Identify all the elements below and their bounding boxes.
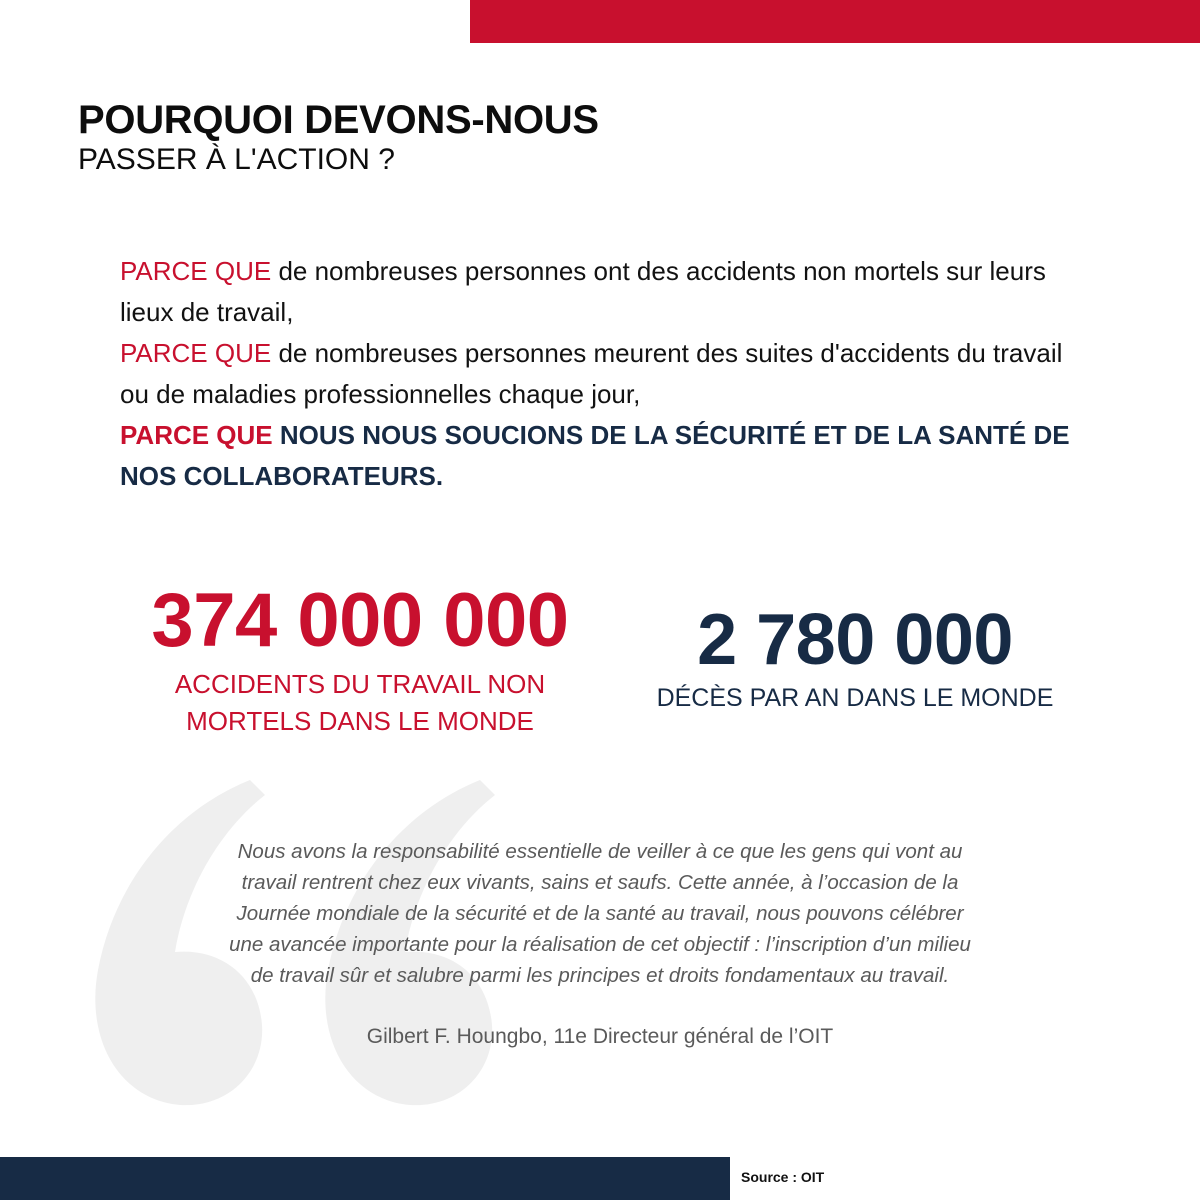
reason-item	[120, 333, 1080, 415]
stat-accidents-label-line1: ACCIDENTS DU TRAVAIL NON	[174, 669, 546, 699]
reason-prefix: PARCE QUE	[120, 256, 272, 286]
quote-line: une avancée importante pour la réalisation de cet objectif : l’inscription d’un milieu	[229, 933, 971, 956]
bottom-accent-bar	[0, 1157, 730, 1200]
reason-text: de nombreuses personnes ont des accidents non mortels sur leurs lieux de travail,	[120, 256, 1046, 327]
reason-item	[120, 251, 1080, 333]
reason-text: NOUS NOUS SOUCIONS DE LA SÉCURITÉ ET DE LA SANTÉ DE NOS COLLABORATEURS.	[120, 420, 1070, 491]
reason-text: de nombreuses personnes meurent des suites d'accidents du travail ou de maladies professionnelles chaque jour,	[120, 338, 1063, 409]
quote-line: Journée mondiale de la sécurité et de la santé au travail, nous pouvons célébrer	[236, 902, 964, 925]
quote-author: Gilbert F. Houngbo, 11e Directeur général de l’OIT	[366, 1025, 834, 1048]
quote-line: Nous avons la responsabilité essentielle de veiller à ce que les gens qui vont au	[237, 840, 963, 863]
stat-deaths	[630, 597, 1080, 713]
stat-accidents	[120, 576, 600, 740]
reasons-list	[120, 251, 1080, 497]
page-title-line2: PASSER À L'ACTION ?	[78, 143, 395, 176]
quote-line: de travail sûr et salubre parmi les principes et droits fondamentaux au travail.	[250, 964, 950, 987]
stat-deaths-label: DÉCÈS PAR AN DANS LE MONDE	[656, 684, 1054, 712]
stat-deaths-value: 2 780 000	[697, 600, 1013, 680]
stat-accidents-label-line2: MORTELS DANS LE MONDE	[186, 706, 534, 736]
page-title-line1: POURQUOI DEVONS-NOUS	[78, 98, 599, 142]
quote-text	[180, 836, 1020, 991]
reason-prefix: PARCE QUE	[120, 420, 273, 450]
reason-item-emphasis	[120, 415, 1080, 497]
top-accent-bar	[470, 0, 1200, 43]
page-title	[78, 97, 599, 177]
reason-prefix: PARCE QUE	[120, 338, 272, 368]
source-label: Source : OIT	[741, 1169, 825, 1185]
quote-line: travail rentrent chez eux vivants, sains et saufs. Cette année, à l’occasion de la	[241, 871, 959, 894]
stat-accidents-value: 374 000 000	[151, 578, 569, 663]
